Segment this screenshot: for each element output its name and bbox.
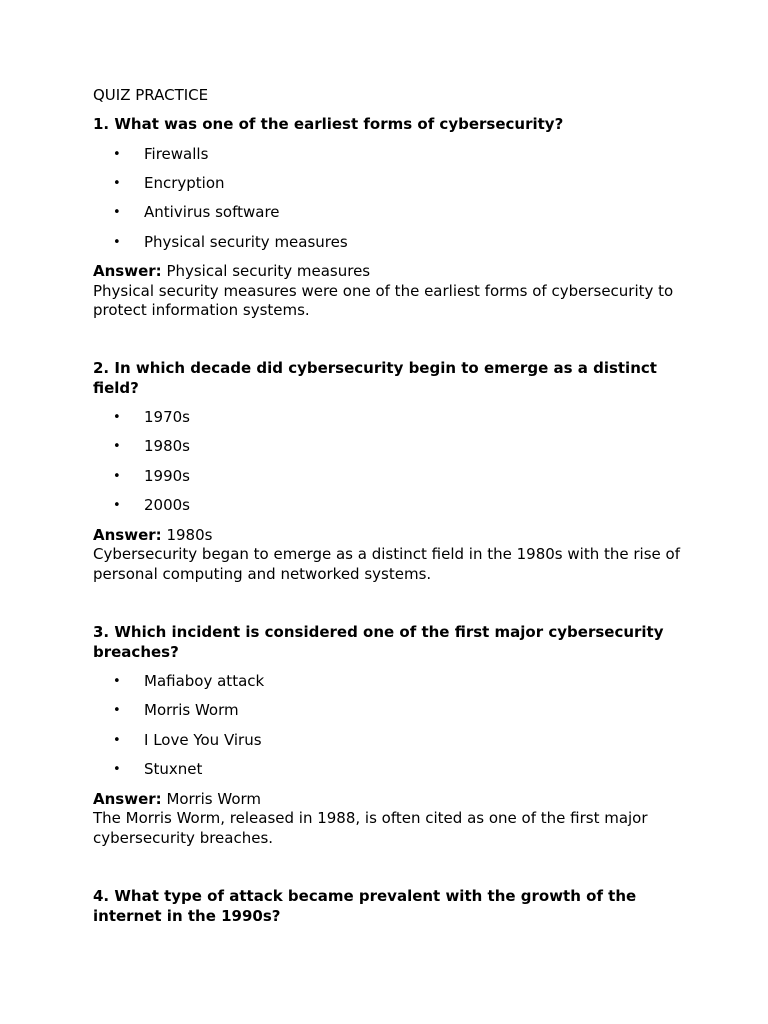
question-text: 4. What type of attack became prevalent with the growth of the internet in the 1990s? xyxy=(93,887,637,925)
option-list xyxy=(93,145,693,263)
list-item xyxy=(93,496,693,525)
document-title: QUIZ PRACTICE xyxy=(93,86,209,104)
list-item xyxy=(93,408,693,437)
bullet-icon: • xyxy=(113,146,121,162)
bullet-icon: • xyxy=(113,175,121,191)
bullet-icon: • xyxy=(113,468,121,484)
question-text: 2. In which decade did cybersecurity begin to emerge as a distinct field? xyxy=(93,359,657,397)
list-item xyxy=(93,145,693,174)
option-list xyxy=(93,672,693,790)
answer-explanation: Physical security measures were one of the earliest forms of cybersecurity to protect information systems. xyxy=(93,281,674,320)
question-block-1 xyxy=(93,115,693,321)
list-item xyxy=(93,701,693,730)
option-label: Firewalls xyxy=(144,144,209,163)
bullet-icon: • xyxy=(113,703,121,719)
option-label: Physical security measures xyxy=(144,232,348,251)
answer-label: Answer: xyxy=(93,789,162,808)
list-item xyxy=(93,731,693,760)
answer-line xyxy=(93,790,693,810)
answer-value: Physical security measures xyxy=(166,262,371,281)
list-item xyxy=(93,467,693,496)
bullet-icon: • xyxy=(113,674,121,689)
option-label: Antivirus software xyxy=(144,203,280,222)
question-text: 3. Which incident is considered one of the first major cybersecurity breaches? xyxy=(93,623,664,661)
question-block-3 xyxy=(93,623,693,848)
bullet-icon: • xyxy=(113,439,121,455)
list-item xyxy=(93,233,693,262)
option-list xyxy=(93,408,693,526)
option-label: Encryption xyxy=(144,173,225,192)
answer-value: 1980s xyxy=(166,525,213,544)
bullet-icon: • xyxy=(113,205,121,221)
list-item xyxy=(93,203,693,232)
bullet-icon: • xyxy=(113,234,121,250)
list-item xyxy=(93,760,693,789)
question-block-4 xyxy=(93,887,693,926)
option-label: Morris Worm xyxy=(144,701,239,720)
answer-explanation: The Morris Worm, released in 1988, is often cited as one of the first major cybersecurity breaches. xyxy=(93,809,648,847)
answer-explanation: Cybersecurity began to emerge as a distinct field in the 1980s with the rise of personal computing and networked systems. xyxy=(93,545,680,583)
answer-value: Morris Worm xyxy=(166,789,262,808)
answer-line xyxy=(93,526,693,546)
option-label: I Love You Virus xyxy=(144,730,262,749)
option-label: 1970s xyxy=(144,408,190,426)
question-block-2 xyxy=(93,359,693,584)
option-label: Mafiaboy attack xyxy=(144,672,265,690)
list-item xyxy=(93,672,693,701)
bullet-icon: • xyxy=(113,732,121,748)
question-text: 1. What was one of the earliest forms of cybersecurity? xyxy=(93,115,564,133)
option-label: Stuxnet xyxy=(144,760,203,779)
bullet-icon: • xyxy=(113,498,121,514)
option-label: 1980s xyxy=(144,437,190,456)
bullet-icon: • xyxy=(113,410,121,425)
list-item xyxy=(93,174,693,203)
option-label: 2000s xyxy=(144,496,190,515)
answer-line xyxy=(93,262,693,282)
list-item xyxy=(93,437,693,466)
answer-label: Answer: xyxy=(93,525,162,544)
option-label: 1990s xyxy=(144,466,190,485)
answer-label: Answer: xyxy=(93,262,162,281)
bullet-icon: • xyxy=(113,762,121,778)
